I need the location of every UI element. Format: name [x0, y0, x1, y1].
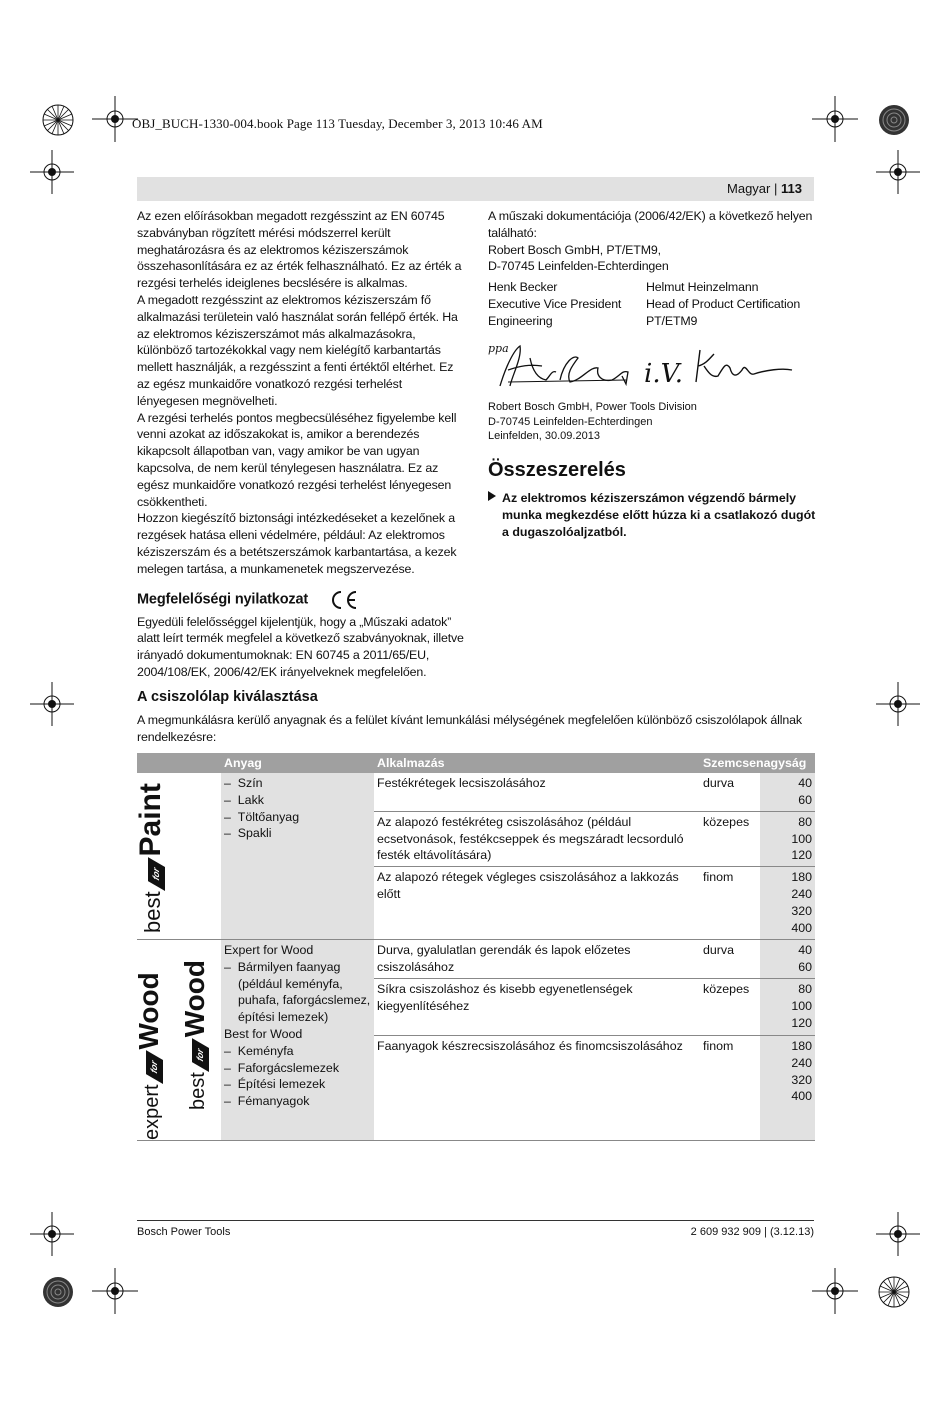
- grit-cell: 40 60: [760, 940, 815, 979]
- conformity-text: Egyedüli felelősséggel kijelentjük, hogy a „Műszaki adatok” alatt leírt termék megfelel a következő szabványoknak, illetve irányadó dokumentumoknak: EN 60745 a 2011/65/EU, 2004/108/EK, 2006/42/EK irányelveknek megfelelően.: [137, 614, 464, 679]
- grit-table-wrapper: [133, 753, 815, 1141]
- conformity-title: Megfelelőségi nyilatkozat: [137, 590, 309, 607]
- page-number: 113: [781, 181, 802, 196]
- tech-doc-line-2: Robert Bosch GmbH, PT/ETM9,: [488, 242, 661, 257]
- print-info-line: OBJ_BUCH-1330-004.book Page 113 Tuesday, December 3, 2013 10:46 AM: [132, 116, 543, 131]
- application-cell: Festékrétegek lecsiszolásához: [377, 776, 546, 790]
- crosshair-mark-right-lower: [876, 1212, 920, 1256]
- crosshair-mark-left-middle: [30, 682, 74, 726]
- wood-group: [133, 940, 815, 1141]
- logo-for-badge: for: [192, 1038, 209, 1072]
- signature-image: [486, 336, 806, 396]
- footer-rule: [137, 1220, 814, 1221]
- grit-cell: 180 240 320 400: [760, 1036, 815, 1141]
- signer-2-role-2: PT/ETM9: [646, 313, 698, 328]
- tech-doc-line-3: D-70745 Leinfelden-Echterdingen: [488, 259, 669, 274]
- paint-materials-list: [224, 775, 371, 842]
- grade-cell: közepes: [700, 979, 760, 1036]
- header-grit: Szemcsenagyság: [700, 753, 815, 773]
- list-item: – Spakli: [224, 826, 272, 841]
- application-cell: Az alapozó rétegek végleges csiszolásához a lakkozás előtt: [374, 867, 700, 940]
- signer-1-role-2: Engineering: [488, 313, 553, 328]
- expert-materials-list: [224, 959, 371, 1026]
- header-material: Anyag: [221, 753, 374, 773]
- grit-cell: 80 100 120: [760, 979, 815, 1036]
- list-item: – Építési lemezek: [224, 1077, 326, 1092]
- signer-2-role-1: Head of Product Certification: [646, 296, 801, 311]
- logo-word-paint: Paint: [134, 783, 167, 857]
- grit-cell: 80 100 120: [760, 811, 815, 867]
- crosshair-mark-left-lower: [30, 1212, 74, 1256]
- application-cell: Faanyagok készrecsiszolásához és finomcsiszolásához: [374, 1036, 700, 1141]
- header-application: Alkalmazás: [374, 753, 700, 773]
- warning-triangle-icon: [488, 491, 496, 501]
- company-line-3: Leinfelden, 30.09.2013: [488, 430, 600, 442]
- grit-cell: 40 60: [760, 773, 815, 811]
- logo-prefix-best: best: [187, 1072, 209, 1110]
- paint-group: [134, 773, 815, 940]
- paint-logo-cell: [134, 773, 221, 940]
- crosshair-mark-bottom-left: [92, 1268, 138, 1314]
- crosshair-mark-left-upper: [30, 150, 74, 194]
- application-cell: Durva, gyalulatlan gerendák és lapok előzetes csiszolásához: [377, 943, 631, 974]
- vibration-paragraph-1: Az ezen előírásokban megadott rezgésszint az EN 60745 szabványban rögzített mérési módszerrel került meghatározásra és az elektromos kéziszerszámok összehasonlítására ez az érték felhasználható. Ez az érték a rezgési terhelés ideiglenes becslésére is alkalmas.: [137, 209, 462, 291]
- header-logo-cell: [137, 753, 221, 773]
- header-separator: |: [774, 181, 778, 196]
- vibration-paragraph-4: Hozzon kiegészítő biztonsági intézkedéseket a kezelőnek a rezgések hatása elleni védelmére, például: Az elektromos kéziszerszám és a betétszerszámok karbantartása, a kezek melegen tartása, a munkamenetek megszervezése.: [137, 511, 457, 576]
- wood-logo-cell: [133, 940, 221, 1141]
- signers-block: [488, 279, 818, 329]
- tech-doc-line-1: A műszaki dokumentációja (2006/42/EK) a következő helyen található:: [488, 209, 813, 240]
- company-block: [488, 400, 697, 444]
- signature-iv-text: i.V.: [644, 359, 684, 389]
- footer-right: 2 609 932 909 | (3.12.13): [690, 1226, 814, 1238]
- best-materials-list: [224, 1043, 371, 1110]
- best-for-wood-logo: [179, 960, 210, 1110]
- signer-2: [646, 279, 800, 329]
- table-row: [137, 773, 815, 811]
- crosshair-mark-bottom-right: [812, 1268, 858, 1314]
- grade-cell: finom: [700, 1036, 760, 1141]
- grade-cell: finom: [700, 867, 760, 940]
- assembly-warning: [488, 490, 818, 540]
- vibration-paragraph-2: A megadott rezgésszint az elektromos kéziszerszám fő alkalmazási területein való használat során fellépő érték. Ha az elektromos kéziszerszámot más alkalmazásokra, különböző tartozékokkal vagy nem kielégítő karbantartás mellett használják, a rezgésszint a fenti értéktől eltérhet. Ez az egész munkaidőre vonatkozó rezgési terhelést lényegesen megnövelheti.: [137, 292, 458, 408]
- crosshair-mark-right-middle: [876, 682, 920, 726]
- sanding-sheet-intro: A megmunkálásra kerülő anyagnak és a felület kívánt lemunkálási mélységének megfelelően különböző csiszolólapok állnak rendelkezésre:: [137, 713, 802, 744]
- page-header: [727, 181, 802, 196]
- signer-1: [488, 279, 646, 329]
- wood-materials-cell: [221, 940, 374, 1141]
- table-bottom-rule: [137, 1140, 815, 1141]
- assembly-warning-text: Az elektromos kéziszerszámon végzendő bármely munka megkezdése előtt húzza ki a csatlakozó dugót a dugaszolóaljzatból.: [502, 491, 816, 539]
- grit-table: [133, 753, 815, 1140]
- list-item: – Keményfa: [224, 1043, 294, 1058]
- header-bar: [137, 177, 814, 201]
- company-line-2: D-70745 Leinfelden-Echterdingen: [488, 415, 653, 428]
- footer-left: Bosch Power Tools: [137, 1226, 231, 1238]
- signer-1-name: Henk Becker: [488, 280, 558, 295]
- best-for-wood-title: Best for Wood: [224, 1026, 303, 1041]
- best-for-paint-logo: [134, 783, 167, 933]
- left-column: [137, 208, 467, 681]
- table-row: [137, 940, 815, 979]
- grade-cell: durva: [703, 943, 734, 957]
- grade-cell: közepes: [700, 811, 760, 867]
- header-language: Magyar: [727, 181, 771, 196]
- list-item: – Fémanyagok: [224, 1094, 310, 1109]
- list-item: – Lakk: [224, 792, 264, 807]
- grade-cell: durva: [703, 776, 734, 790]
- assembly-title: Összeszerelés: [488, 459, 626, 481]
- list-item: – Faforgácslemezek: [224, 1060, 340, 1075]
- crosshair-mark-top-right: [812, 96, 858, 142]
- registration-mark-top-right: [872, 98, 916, 142]
- company-line-1: Robert Bosch GmbH, Power Tools Division: [488, 401, 697, 413]
- registration-mark-top-left: [36, 98, 80, 142]
- vibration-paragraph-3: A rezgési terhelés pontos megbecsüléséhez figyelembe kell venni azokat az időszakokat is, amikor a berendezés kikapcsolt állapotban van, vagy amikor be van ugyan kapcsolva, de nem kerül ténylegesen használatra. Ez az egész munkaidőre vonatkozó rezgési terhelést lényegesen csökkentheti.: [137, 410, 457, 509]
- ce-mark-icon: [329, 590, 359, 610]
- grit-cell: 180 240 320 400: [760, 867, 815, 940]
- logo-word-wood: Wood: [179, 960, 210, 1038]
- signer-2-name: Helmut Heinzelmann: [646, 280, 759, 295]
- logo-for-badge: for: [146, 1050, 163, 1084]
- expert-for-wood-title: Expert for Wood: [224, 943, 314, 957]
- conformity-heading-row: [137, 590, 467, 610]
- logo-for-badge: for: [148, 857, 165, 891]
- list-item: – Töltőanyag: [224, 809, 300, 824]
- logo-prefix-expert: expert: [141, 1084, 163, 1140]
- list-item: – Bármilyen faanyag (például keményfa, puhafa, faforgácslemez, építési lemezek): [224, 959, 371, 1025]
- right-column: [488, 208, 818, 330]
- list-item: – Szín: [224, 776, 263, 790]
- signature-ppa-text: ppa: [488, 342, 509, 355]
- logo-word-wood: Wood: [133, 972, 164, 1050]
- signer-1-role-1: Executive Vice President: [488, 296, 622, 311]
- paint-materials-cell: [221, 773, 374, 940]
- application-cell: Síkra csiszoláshoz és kisebb egyenetlenségek kiegyenlítéséhez: [374, 979, 700, 1036]
- logo-prefix-best: best: [140, 891, 165, 933]
- application-cell: Az alapozó festékréteg csiszolásához (például ecsetvonások, festékcseppek és megszáradt lecsorduló festék eltávolítására): [374, 811, 700, 867]
- registration-mark-bottom-right: [872, 1270, 916, 1314]
- expert-for-wood-logo: [133, 972, 164, 1140]
- sanding-sheet-title: A csiszolólap kiválasztása: [137, 689, 318, 705]
- crosshair-mark-right-upper: [876, 150, 920, 194]
- registration-mark-bottom-left: [36, 1270, 80, 1314]
- table-header-row: [137, 753, 815, 773]
